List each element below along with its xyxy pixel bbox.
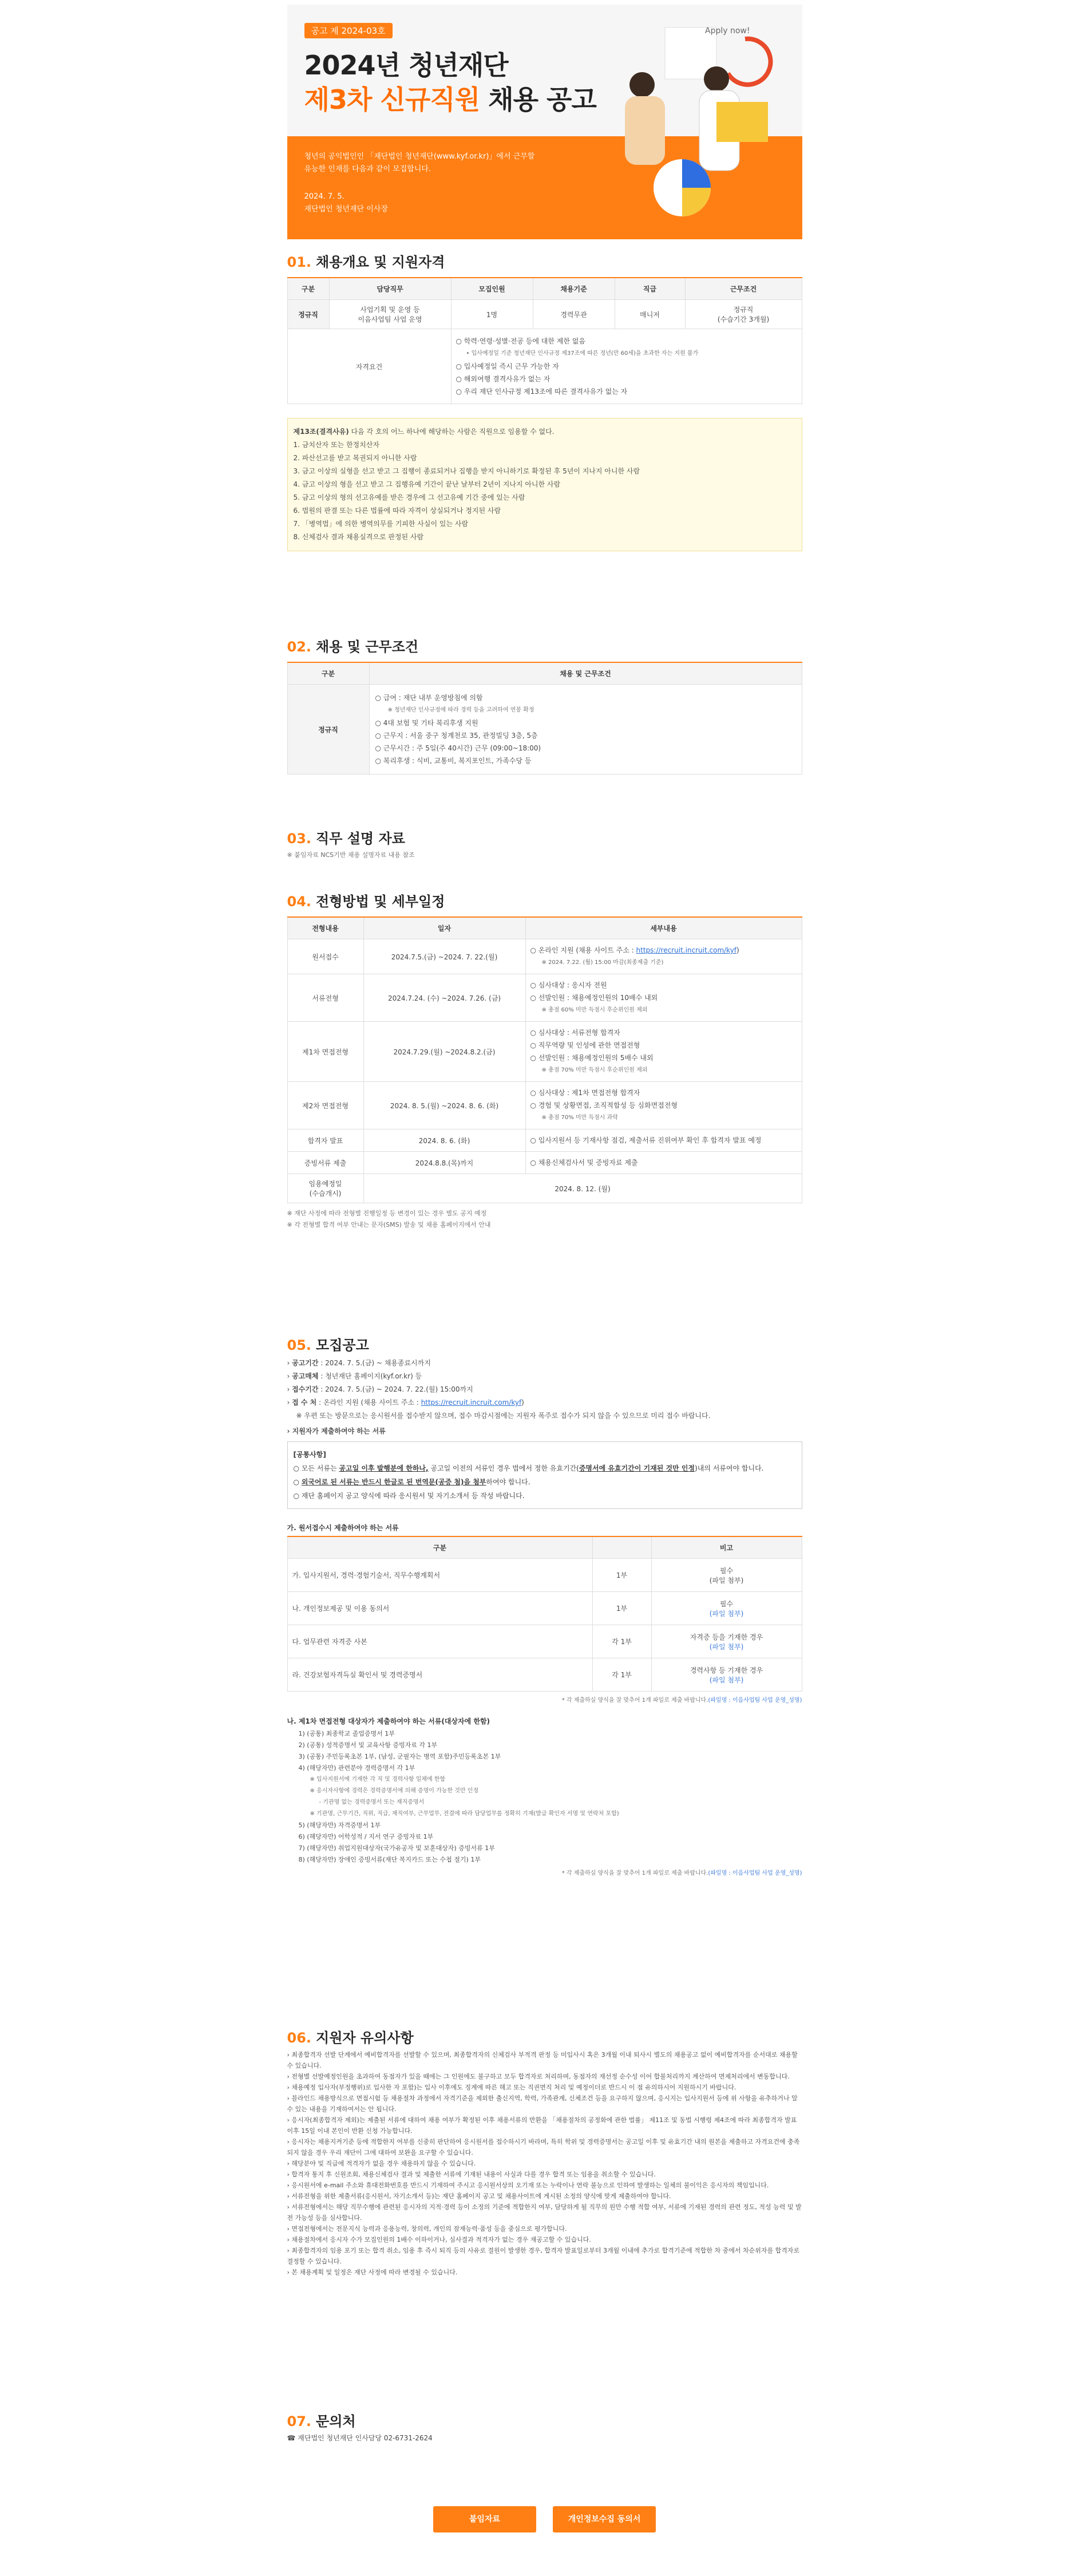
list-item: › 채용절차에서 응시자 수가 모집인원의 1배수 이하이거나, 심사결과 적격자가 없는 경우 재공고할 수 있습니다. [287, 2236, 591, 2243]
section-03 [287, 827, 802, 859]
item-text: 해외여행 결격사유가 없는 자 [464, 375, 551, 383]
arrow-icon [728, 39, 770, 85]
list-item: › 응시원서에 e-mail 주소와 휴대전화번호를 반드시 기재하여 주시고 응시원서상의 오기재 또는 누락이나 연락 불능으로 인하여 발생하는 일체의 불이익은 응시자의 책임입니다. [287, 2182, 769, 2189]
list-item: ※ 청년재단 인사규정에 따라 경력 등을 고려하여 연봉 확정 [387, 707, 534, 713]
item-key: 접수기간 [292, 1385, 319, 1393]
list-item: 7. 「병역법」에 의한 병역의무를 기피한 사실이 있는 사람 [293, 520, 469, 528]
section-number: 05. [287, 1337, 312, 1353]
attachment-button[interactable]: 붙임자료 [433, 2506, 536, 2532]
hero-date [304, 191, 388, 216]
stage-cell: 증빙서류 제출 [287, 1152, 363, 1174]
table-row [287, 939, 802, 974]
doc-qty: 1부 [592, 1592, 651, 1625]
docs-ga-title: 가. 원서접수시 제출하여야 하는 서류 [287, 1524, 399, 1532]
section-title-text: 채용 및 근무조건 [316, 639, 419, 655]
cell-subtext: (파일 첨부) [709, 1676, 744, 1684]
item-text: 경험 및 상황면접, 조직적합성 등 심화면접전형 [538, 1101, 678, 1109]
cell-subtext: (수습개시) [309, 1190, 342, 1198]
hero-description [304, 151, 535, 176]
disq-intro: 다음 각 호의 어느 하나에 해당하는 사람은 직원으로 임용할 수 없다. [349, 428, 555, 436]
col-header: 구분 [287, 278, 329, 300]
note-line: ※ 각 전형별 합격 여부 안내는 문자(SMS) 발송 및 채용 홈페이지에서 안내 [287, 1221, 491, 1228]
item-text: 직무역량 및 인성에 관한 면접전형 [538, 1041, 640, 1049]
list-item: ※ 2024. 7.22. (월) 15:00 마감(최종제출 기준) [541, 959, 664, 966]
table-row [287, 1129, 802, 1152]
list-item: › 접수기간 : 2024. 7. 5.(금) ~ 2024. 7. 22.(월) 15:00까지 [287, 1385, 473, 1393]
folder-icon [716, 102, 768, 142]
doc-qty: 1부 [592, 1559, 651, 1592]
conditions-list [369, 685, 802, 775]
list-item: ※ 총점 70% 미만 득점시 과락 [541, 1115, 618, 1121]
table-header-row [287, 662, 802, 685]
foot-text: * 각 제출하실 양식을 잘 맞추어 1개 파일로 제출 바랍니다. [561, 1697, 708, 1704]
table-cell [685, 300, 802, 329]
section-title-text: 채용개요 및 지원자격 [316, 254, 445, 270]
foot-text: * 각 제출하실 양식을 잘 맞추어 1개 파일로 제출 바랍니다. [561, 1870, 708, 1876]
list-item: 3) (공통) 주민등록초본 1부, (남성, 군필자는 병역 포함)주민등록초본 1부 [298, 1753, 501, 1760]
item-key: 공고매체 [292, 1372, 319, 1380]
date-cell: 2024. 8. 6. (화) [363, 1129, 525, 1152]
item-text: 면접전형에서는 전문지식 능력과 응용능력, 창의력, 개인의 잠재능력·품성 등을 중심으로 평가합니다. [291, 2225, 567, 2233]
doc-name: 라. 건강보험자격득실 확인서 및 경력증명서 [287, 1658, 592, 1692]
list-item: › 응시자는 채용지켜기준 등에 적합한지 여부를 신중히 판단하여 응시원서를 접수하시기 바라며, 특히 학위 및 경력증명서는 공고일 이후 및 유효기간 내의 원본을 제출하고 자격요건에 충족되지 않을 경우 우리 재단이 그에 대하여 보완을 요구할 수 있습니다. [287, 2138, 800, 2156]
table-row [287, 300, 802, 329]
conditions-table [287, 662, 802, 775]
person-head-2 [704, 66, 729, 92]
item-text: 채용신체검사서 및 증빙자료 제출 [538, 1159, 638, 1167]
row-label: 정규직 [287, 300, 329, 329]
item-text: 서류전형에서는 해당 직무수행에 관련된 응시자의 지적·경력 등이 소정의 기준에 적합한지 여부, 담당하게 될 직무의 원만 수행 적합 여부, 서류에 기재된 경력의 관련 정도, 적성 능력 및 발전 가능성 등을 심사합니다. [287, 2203, 802, 2222]
item-text: 재단 홈페이지 공고 양식에 따라 응시원서 및 자기소개서 등 작성 바랍니다. [301, 1492, 525, 1500]
cell-subtext: (파일 첨부) [709, 1609, 744, 1618]
hero-desc-line1: 청년의 공익법인인 「재단법인 청년재단(www.kyf.or.kr)」에서 근무할 [304, 152, 535, 161]
disq-heading [294, 425, 796, 438]
doc-note [651, 1658, 802, 1692]
job-desc-note: ※ 붙임자료 NCS기반 채용 설명자료 내용 참조 [287, 851, 415, 859]
doc-note [651, 1559, 802, 1592]
schedule-notes [287, 1208, 802, 1231]
list-item: • 입사예정일 기준 청년재단 인사규정 제37조에 따른 정년(만 60세)을 초과한 자는 지원 불가 [466, 350, 699, 357]
doc-qty: 각 1부 [592, 1625, 651, 1658]
detail-cell [525, 1082, 802, 1129]
foot-filename: (파일명 : 이음사업팀 사업 운영_성명) [708, 1870, 802, 1876]
item-text: 심사대상 : 제1차 면접전형 합격자 [538, 1089, 640, 1097]
section-04-title [287, 890, 802, 913]
common-title: [공통사항] [293, 1451, 326, 1459]
section-02-title [287, 635, 802, 658]
table-row [287, 1152, 802, 1174]
section-number: 03. [287, 831, 312, 847]
list-item: ※ 응시자사항에 경력은 경력증명서에 의해 증명이 가능한 것만 인정 [310, 1788, 479, 1794]
item-text: 4대 보험 및 기타 복리후생 지원 [383, 719, 478, 727]
item-text: 학력·연령·성별·전공 등에 대한 제한 없음 [464, 337, 585, 345]
list-item: ○ 심사대상 : 서류전형 합격자 [530, 1029, 620, 1037]
stage-cell: 서류전형 [287, 974, 363, 1022]
list-item: › 전형별 선발예정인원을 초과하여 동점자가 있을 때에는 그 인원에도 불구하고 모두 합격자로 처리하며, 동점자의 재선정 순수성 이어 합불처리까지 계산하여 면제처리에서 변동합니다. [287, 2073, 790, 2080]
detail-cell [525, 1129, 802, 1152]
col-header [592, 1536, 651, 1559]
date-cell: 2024. 8. 12. (월) [363, 1174, 802, 1203]
list-item: › 면접전형에서는 전문지식 능력과 응용능력, 창의력, 개인의 잠재능력·품성 등을 중심으로 평가합니다. [287, 2225, 567, 2233]
hero-desc-line2: 유능한 인재를 다음과 같이 모집합니다. [304, 165, 431, 173]
hero-date-value: 2024. 7. 5. [304, 192, 344, 201]
section-number: 07. [287, 2413, 312, 2429]
docs-na-foot [287, 1868, 802, 1876]
hero-title-highlight: 제3차 신규직원 [304, 84, 480, 115]
detail-cell [525, 974, 802, 1022]
section-06 [287, 2026, 802, 2278]
section-number: 02. [287, 639, 312, 655]
schedule-table [287, 916, 802, 1203]
list-item: 5) (해당자만) 자격증명서 1부 [298, 1822, 381, 1829]
table-row [287, 974, 802, 1022]
list-item: 2. 파산선고를 받고 복권되지 아니한 사람 [293, 454, 417, 462]
list-item: 8) (해당자만) 장애인 증빙서류(재단 복지카드 또는 수첩 절기) 1부 [298, 1856, 481, 1863]
warn-note: ※ 우편 또는 방문으로는 응시원서를 접수받지 않으며, 접수 마감시점에는 지원자 폭주로 접수가 되지 않을 수 있으므로 미리 접수 바랍니다. [296, 1412, 711, 1420]
hero-title-rest: 채용 공고 [480, 84, 596, 115]
section-title-text: 전형방법 및 세부일정 [316, 894, 445, 910]
item-text: 하여야 합니다. [486, 1478, 530, 1486]
item-text: 선발인원 : 채용예정인원의 10배수 내외 [538, 994, 658, 1002]
stage-cell: 원서접수 [287, 939, 363, 974]
detail-cell [525, 1152, 802, 1174]
table-row [287, 1174, 802, 1203]
list-item: › 해당분야 및 직급에 적격자가 없을 경우 채용하지 않을 수 있습니다. [287, 2160, 476, 2167]
recruit-site-link-2[interactable]: https://recruit.incruit.com/kyf [421, 1398, 522, 1406]
item-text: 입사지원서 등 기재사항 점검, 제출서류 진위여부 확인 후 합격자 발표 예정 [538, 1136, 762, 1144]
item-text: 블라인드 채용방식으로 면접시험 등 채용절차 과정에서 자격기준을 제외한 출신지역, 학력, 가족관계, 신체조건 등을 요구하지 않으며, 응시지는 입사지원서 등에 위 사항을 유추하거나 알 수 있는 내용을 기재하여서는 안 됩니다. [287, 2095, 798, 2113]
doc-note [651, 1592, 802, 1625]
item-value: ) [521, 1398, 524, 1406]
list-item: ※ 총점 60% 미만 득점시 후순위인원 제외 [541, 1007, 648, 1013]
cell-text: 경력사항 등 기재한 경우 [690, 1666, 763, 1674]
col-header: 채용기준 [533, 278, 615, 300]
list-item: › 본 채용계획 및 일정은 재단 사정에 따라 변경될 수 있습니다. [287, 2269, 458, 2276]
item-text: 우리 재단 인사규정 제13조에 따른 결격사유가 없는 자 [464, 388, 628, 396]
col-header: 담당직무 [329, 278, 451, 300]
list-item: › 채용예정 입사자(부정행위)로 입사한 자 포함)는 입사 이후에도 징계에 따른 해고 또는 직권면직 처리 및 예정이더로 반드시 이 점 유의하시어 지원하시기 바랍니다. [287, 2084, 736, 2091]
notice-list [287, 2049, 802, 2278]
list-item: › 공고기간 : 2024. 7. 5.(금) ~ 채용종료시까지 [287, 1359, 431, 1367]
item-key: 접 수 처 [292, 1398, 317, 1406]
col-header: 근무조건 [685, 278, 802, 300]
item-text: 급여 : 재단 내부 운영방침에 의함 [383, 694, 483, 702]
table-row [287, 685, 802, 775]
table-header-row [287, 917, 802, 939]
item-text: 서류전형을 위한 제출서류(응시원서, 자기소개서 등)는 재단 홈페이지 공고 및 채용사이트에 게시된 소정의 양식에 맞게 제출하여야 합니다. [291, 2192, 671, 2200]
item-text: )내의 서류여야 합니다. [695, 1464, 764, 1472]
consent-form-button[interactable]: 개인정보수집 동의서 [553, 2506, 656, 2532]
item-text: 최종합격자 선발 단계에서 예비합격자를 선발할 수 있으며, 최종합격자의 신체검사 부적격 판정 등 미입사시 혹은 3개월 이내 퇴사시 별도의 채용공고 없이 예비합격자를 순서대로 채용할 수 있습니다. [287, 2051, 798, 2069]
item-text: 모든 서류는 [301, 1464, 339, 1472]
table-cell: 경력무관 [533, 300, 615, 329]
list-item: ○ 채용신체검사서 및 증빙자료 제출 [530, 1159, 638, 1167]
list-item: › 접 수 처 : 온라인 지원 (채용 사이트 주소 : https://recruit.incruit.com/kyf) [287, 1398, 524, 1406]
item-text: ) [736, 946, 739, 954]
list-item: 1) (공통) 최종학교 졸업증명서 1부 [298, 1730, 395, 1737]
section-07 [287, 2410, 802, 2443]
list-item: › 최종합격자 선발 단계에서 예비합격자를 선발할 수 있으며, 최종합격자의 신체검사 부적격 판정 등 미입사시 혹은 3개월 이내 퇴사시 별도의 채용공고 없이 예비합격자를 순서대로 채용할 수 있습니다. [287, 2051, 798, 2069]
cell-subtext: (파일 첨부) [709, 1642, 744, 1651]
table-cell [329, 300, 451, 329]
list-item: 3. 금고 이상의 실형을 선고 받고 그 집행이 종료되거나 집행을 받지 아니하기로 확정된 후 5년이 지나지 아니한 사람 [293, 467, 640, 475]
section-number: 01. [287, 254, 312, 270]
detail-cell [525, 939, 802, 974]
stage-cell: 제1차 면접전형 [287, 1022, 363, 1082]
list-item: ○ 입사지원서 등 기재사항 점검, 제출서류 진위여부 확인 후 합격자 발표 예정 [530, 1136, 762, 1144]
list-item: ○ 근무지 : 서울 중구 청계천로 35, 관정빌딩 3층, 5층 [375, 732, 538, 740]
row-label: 정규직 [287, 685, 369, 775]
item-text: 입사예정일 즉시 근무 가능한 자 [464, 362, 559, 370]
section-title-text: 문의처 [316, 2413, 356, 2429]
table-row [287, 1592, 802, 1625]
table-header-row [287, 1536, 802, 1559]
col-header: 일자 [363, 917, 525, 939]
list-item: ○ 근무시간 : 주 5일(주 40시간) 근무 (09:00~18:00) [375, 744, 541, 752]
list-item: ○ 경험 및 상황면접, 조직적합성 등 심화면접전형 [530, 1101, 678, 1109]
list-item: › 최종합격자의 임용 포기 또는 합격 취소, 임용 후 즉시 퇴직 등의 사유로 결원이 발생한 경우, 합격자 발표일로부터 3개월 이내에 추가로 합격기준에 적합한 차 중에서 차순위자를 합격자로 결정할 수 있습니다. [287, 2247, 800, 2265]
list-item: ○ 재단 홈페이지 공고 양식에 따라 응시원서 및 자기소개서 등 작성 바랍니다. [293, 1492, 525, 1500]
list-item: 7) (해당자만) 취업지원대상자(국가유공자 및 보훈대상자) 증빙서류 1부 [298, 1844, 495, 1852]
section-number: 06. [287, 2030, 312, 2046]
item-text: 최종합격자의 임용 포기 또는 합격 취소, 임용 후 즉시 퇴직 등의 사유로 결원이 발생한 경우, 합격자 발표일로부터 3개월 이내에 추가로 합격기준에 적합한 차 중에서 차순위자를 합격자로 결정할 수 있습니다. [287, 2247, 800, 2265]
list-item: 1. 금치산자 또는 한정치산자 [293, 441, 379, 449]
foot-filename: (파일명 : 이음사업팀 사업 운영_성명) [708, 1697, 802, 1704]
item-text: 근무시간 : 주 5일(주 40시간) 근무 (09:00~18:00) [383, 744, 541, 752]
table-row [287, 1022, 802, 1082]
list-item: › 지원자가 제출하여야 하는 서류 [287, 1427, 386, 1435]
list-item: › 서류전형을 위한 제출서류(응시원서, 자기소개서 등)는 재단 홈페이지 공고 및 채용사이트에 게시된 소정의 양식에 맞게 제출하여야 합니다. [287, 2192, 671, 2200]
item-text: 채용절차에서 응시자 수가 모집인원의 1배수 이하이거나, 심사결과 적격자가 없는 경우 재공고할 수 있습니다. [291, 2236, 591, 2243]
qualification-label: 자격요건 [287, 329, 451, 404]
item-emphasis: 공고일 이후 발행분에 한하나, [339, 1464, 429, 1472]
item-text: 심사대상 : 응시자 전원 [538, 981, 607, 989]
list-item: ○ 모든 서류는 공고일 이후 발행분에 한하나, 공고일 이전의 서류인 경우 법에서 정한 유효기간(증명서에 유효기간이 기재된 것만 인정)내의 서류여야 합니다. [293, 1464, 764, 1472]
section-04 [287, 890, 802, 1231]
list-item: - 기관명 없는 경력증명서 또는 재직증명서 [319, 1799, 425, 1805]
pie-slice-icon-2 [682, 188, 711, 216]
list-item: ※ 기관명, 근무기간, 직위, 직급, 재직여부, 근무업무, 전결에 따라 담당업무를 정확히 기재(발급 확인자 서명 및 연락처 포함) [310, 1811, 619, 1817]
item-value: : 온라인 지원 (채용 사이트 주소 : [316, 1398, 421, 1406]
detail-cell [525, 1022, 802, 1082]
qualification-row [287, 329, 802, 404]
col-header: 채용 및 근무조건 [369, 662, 802, 685]
item-value: : 청년재단 홈페이지(kyf.or.kr) 등 [318, 1372, 422, 1380]
list-item: › 서류전형에서는 해당 직무수행에 관련된 응시자의 지적·경력 등이 소정의 기준에 적합한지 여부, 담당하게 될 직무의 원만 수행 적합 여부, 서류에 기재된 경력의 관련 정도, 적성 능력 및 발전 가능성 등을 심사합니다. [287, 2203, 802, 2222]
section-number: 04. [287, 894, 312, 910]
apply-now-text: Apply now! [704, 26, 750, 35]
overview-table [287, 277, 802, 404]
list-item: ○ 심사대상 : 응시자 전원 [530, 981, 607, 989]
item-text: 합격자 통지 후 신원조회, 채용신체검사 결과 및 제출한 서류에 기재된 내용이 사실과 다를 경우 합격 또는 임용을 취소할 수 있습니다. [291, 2171, 656, 2178]
common-requirements-box [287, 1441, 802, 1509]
doc-qty: 각 1부 [592, 1658, 651, 1692]
disqualification-box [287, 418, 802, 551]
item-value: : 2024. 7. 5.(금) ~ 2024. 7. 22.(월) 15:00까지 [318, 1385, 473, 1393]
col-header: 직급 [615, 278, 685, 300]
section-title-text: 지원자 유의사항 [316, 2030, 414, 2046]
section-01-title [287, 251, 802, 274]
person-body-1 [625, 96, 665, 165]
note-line: ※ 재단 사정에 따라 전형별 진행일정 등 변경이 있는 경우 별도 공지 예정 [287, 1210, 487, 1217]
col-header: 전형내용 [287, 917, 363, 939]
item-text: 입사예정일 기준 청년재단 인사규정 제37조에 따른 정년(만 60세)을 초과한 자는 지원 불가 [471, 350, 699, 357]
section-title-text: 모집공고 [316, 1337, 369, 1353]
notice-number-badge: 공고 제 2024-03호 [304, 23, 393, 38]
table-row [287, 1082, 802, 1129]
docs-ga-foot [287, 1695, 802, 1704]
item-text: 응시원서에 e-mail 주소와 휴대전화번호를 반드시 기재하여 주시고 응시원서상의 오기재 또는 누락이나 연락 불능으로 인하여 발생하는 일체의 불이익은 응시자의 책임입니다. [291, 2182, 769, 2189]
section-05 [287, 1334, 802, 1876]
list-item: ○ 외국어로 된 서류는 반드시 한글로 된 번역문(공증 첨)을 첨부하여야 합니다. [293, 1478, 530, 1486]
item-text: 응시자는 채용지켜기준 등에 적합한지 여부를 신중히 판단하여 응시원서를 접수하시기 바라며, 특히 학위 및 경력증명서는 공고일 이후 및 유효기간 내의 원본을 제출하고 자격요건에 충족되지 않을 경우 우리 재단이 그에 대하여 보완을 요구할 수 있습니다. [287, 2138, 800, 2156]
date-cell: 2024.7.5.(금) ~2024. 7. 22.(월) [363, 939, 525, 974]
list-item: › 응시자(최종합격자 제외)는 제출된 서류에 대하여 채용 여부가 확정된 이후 채용서류의 반환을 「채용절차의 공정화에 관한 법률」 제11조 및 동법 시행령 제4조에 따라 최종합격자 발표 이후 15일 이내 본인이 반환 신청 가능합니다. [287, 2116, 797, 2135]
section-07-title [287, 2410, 802, 2433]
item-text: 채용예정 입사자(부정행위)로 입사한 자 포함)는 입사 이후에도 징계에 따른 해고 또는 직권면직 처리 및 예정이더로 반드시 이 점 유의하시어 지원하시기 바랍니다. [291, 2084, 736, 2091]
col-header: 세부내용 [525, 917, 802, 939]
doc-name: 가. 입사지원서, 경력·경험기술서, 직무수행계획서 [287, 1559, 592, 1592]
col-header: 모집인원 [451, 278, 533, 300]
item-text: 응시자(최종합격자 제외)는 제출된 서류에 대하여 채용 여부가 확정된 이후 채용서류의 반환을 「채용절차의 공정화에 관한 법률」 제11조 및 동법 시행령 제4조에 따라 최종합격자 발표 이후 15일 이내 본인이 반환 신청 가능합니다. [287, 2116, 797, 2135]
date-cell: 2024.7.29.(월) ~2024.8.2.(금) [363, 1022, 525, 1082]
item-emphasis: 외국어로 된 서류는 반드시 한글로 된 번역문(공증 첨)을 첨부 [301, 1478, 486, 1486]
cell-subtext: (수습기간 3개월) [717, 315, 770, 323]
table-row [287, 1658, 802, 1692]
col-header: 비고 [651, 1536, 802, 1559]
cell-text: 필수 [719, 1599, 734, 1608]
date-cell: 2024.7.24. (수) ~2024. 7.26. (금) [363, 974, 525, 1022]
recruit-site-link[interactable]: https://recruit.incruit.com/kyf [636, 946, 737, 954]
col-header: 구분 [287, 1536, 592, 1559]
list-item: ○ 온라인 지원 (채용 사이트 주소 : https://recruit.incruit.com/kyf) [530, 946, 739, 954]
doc-note [651, 1625, 802, 1658]
list-item: ○ 4대 보험 및 기타 복리후생 지원 [375, 719, 478, 727]
table-row [287, 1625, 802, 1658]
list-item: 2) (공통) 성적증명서 및 교육사항 증빙자료 각 1부 [298, 1741, 438, 1749]
list-item: 4. 금고 이상의 형을 선고 받고 그 집행유예 기간이 끝난 날부터 2년이 지나지 아니한 사람 [293, 480, 561, 488]
item-value: : 2024. 7. 5.(금) ~ 채용종료시까지 [318, 1359, 431, 1367]
section-02 [287, 635, 802, 775]
cell-text: 자격증 등을 기재한 경우 [690, 1633, 763, 1641]
list-item: ※ 입사지원서에 기재한 각 직 및 경력사항 일체에 한함 [310, 1776, 446, 1783]
hero-title-line1: 2024년 청년재단 [304, 50, 508, 81]
item-emphasis: 증명서에 유효기간이 기재된 것만 인정 [579, 1464, 695, 1472]
hero-title-line2 [304, 79, 596, 117]
list-item: › 합격자 통지 후 신원조회, 채용신체검사 결과 및 제출한 서류에 기재된 내용이 사실과 다를 경우 합격 또는 임용을 취소할 수 있습니다. [287, 2171, 656, 2178]
list-item: 6) (해당자만) 어학성적 / 지서 연구 증빙자료 1부 [298, 1833, 434, 1840]
stage-cell [287, 1174, 363, 1203]
cell-text: 필수 [719, 1566, 734, 1575]
list-item: 4) (해당자만) 관련분야 경력증명서 각 1부 [298, 1764, 415, 1772]
download-buttons [287, 2506, 802, 2532]
section-05-title [287, 1334, 802, 1357]
item-text: 전형별 선발예정인원을 초과하여 동점자가 있을 때에는 그 인원에도 불구하고 모두 합격자로 처리하며, 동점자의 재선정 순수성 이어 합불처리까지 계산하여 면제처리에서 변동합니다. [291, 2073, 790, 2080]
section-03-title [287, 827, 802, 850]
item-text: 복리후생 : 식비, 교통비, 복지포인트, 가족수당 등 [383, 757, 532, 765]
list-item: ※ 총점 70% 미만 득점시 후순위인원 제외 [541, 1067, 648, 1073]
date-cell: 2024. 8. 5.(월) ~2024. 8. 6. (화) [363, 1082, 525, 1129]
list-item: ○ 선발인원 : 채용예정인원의 10배수 내외 [530, 994, 658, 1002]
item-key: 공고기간 [292, 1359, 319, 1367]
list-item: 5. 금고 이상의 형의 선고유예를 받은 경우에 그 선고유예 기간 중에 있는 사람 [293, 493, 525, 501]
qualification-list [451, 329, 802, 404]
list-item: ○ 입사예정일 즉시 근무 가능한 자 [456, 362, 559, 370]
docs-na-list [287, 1728, 802, 1866]
docs-title: 지원자가 제출하여야 하는 서류 [292, 1427, 386, 1435]
item-text: 근무지 : 서울 중구 청계천로 35, 관정빌딩 3층, 5층 [383, 732, 538, 740]
date-cell: 2024.8.8.(목)까지 [363, 1152, 525, 1174]
list-item: 8. 신체검사 결과 채용실격으로 판정된 사람 [293, 533, 424, 541]
item-text: 청년재단 인사규정에 따라 경력 등을 고려하여 연봉 확정 [394, 707, 534, 713]
contact-info: ☎ 재단법인 청년재단 인사담당 02-6731-2624 [287, 2434, 433, 2442]
table-cell: 매니저 [615, 300, 685, 329]
col-header: 구분 [287, 662, 369, 685]
person-head-1 [629, 72, 655, 97]
section-title-text: 직무 설명 자료 [316, 831, 405, 847]
item-text: 온라인 지원 (채용 사이트 주소 : [538, 946, 636, 954]
item-text: 선발인원 : 채용예정인원의 5배수 내외 [538, 1054, 654, 1062]
notice-page [287, 0, 802, 2524]
stage-cell: 합격자 발표 [287, 1129, 363, 1152]
section-01 [287, 251, 802, 551]
cell-text: 정규직 [733, 306, 754, 314]
recruit-info-list [287, 1357, 802, 1438]
item-text: 심사대상 : 서류전형 합격자 [538, 1029, 620, 1037]
cell-subtext: (파일 첨부) [709, 1576, 744, 1585]
cell-text: 사업기획 및 운영 등 [360, 306, 420, 314]
hero-illustration [585, 16, 791, 234]
list-item: ○ 복리후생 : 식비, 교통비, 복지포인트, 가족수당 등 [375, 757, 532, 765]
list-item: › 블라인드 채용방식으로 면접시험 등 채용절차 과정에서 자격기준을 제외한 출신지역, 학력, 가족관계, 신체조건 등을 요구하지 않으며, 응시지는 입사지원서 등에 위 사항을 유추하거나 알 수 있는 내용을 기재하여서는 안 됩니다. [287, 2095, 798, 2113]
list-item: ○ 학력·연령·성별·전공 등에 대한 제한 없음 [456, 337, 585, 345]
list-item: ○ 선발인원 : 채용예정인원의 5배수 내외 [530, 1054, 654, 1062]
docs-ga-table [287, 1536, 802, 1692]
list-item: ○ 우리 재단 인사규정 제13조에 따른 결격사유가 없는 자 [456, 388, 628, 396]
item-text: 공고일 이전의 서류인 경우 법에서 정한 유효기간( [428, 1464, 579, 1472]
list-item: ○ 급여 : 재단 내부 운영방침에 의함 [375, 694, 483, 702]
list-item: › 공고매체 : 청년재단 홈페이지(kyf.or.kr) 등 [287, 1372, 422, 1380]
hero-banner [287, 5, 802, 239]
list-item: ○ 심사대상 : 제1차 면접전형 합격자 [530, 1089, 640, 1097]
hero-org: 재단법인 청년재단 이사장 [304, 205, 388, 214]
doc-name: 다. 업무관련 자격증 사본 [287, 1625, 592, 1658]
disq-title: 제13조(결격사유) [293, 428, 349, 436]
doc-name: 나. 개인정보제공 및 이용 동의서 [287, 1592, 592, 1625]
cell-subtext: 이음사업팀 사업 운영 [358, 315, 422, 323]
cell-text: 임용예정일 [308, 1180, 342, 1188]
table-header-row [287, 278, 802, 300]
table-row [287, 1559, 802, 1592]
list-item: ○ 해외여행 결격사유가 없는 자 [456, 375, 551, 383]
item-text: 해당분야 및 직급에 적격자가 없을 경우 채용하지 않을 수 있습니다. [291, 2160, 476, 2167]
list-item: 6. 법원의 판결 또는 다른 법률에 따라 자격이 상실되거나 정지된 사람 [293, 507, 501, 515]
item-text: 본 채용계획 및 일정은 재단 사정에 따라 변경될 수 있습니다. [291, 2269, 458, 2276]
docs-na-title: 나. 제1차 면접전형 대상자가 제출하여야 하는 서류(대상자에 한함) [287, 1717, 490, 1725]
list-item: ○ 직무역량 및 인성에 관한 면접전형 [530, 1041, 640, 1049]
stage-cell: 제2차 면접전형 [287, 1082, 363, 1129]
table-cell: 1명 [451, 300, 533, 329]
section-06-title [287, 2026, 802, 2049]
